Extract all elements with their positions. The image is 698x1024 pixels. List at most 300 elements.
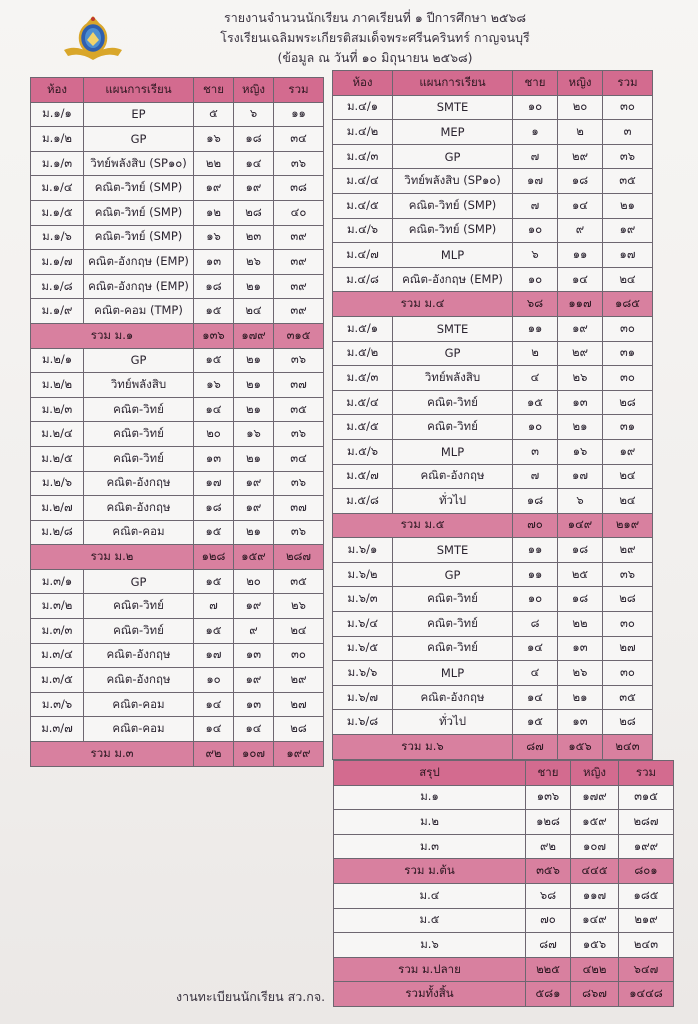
total-cell: ๓๙ <box>274 274 324 299</box>
male-cell: ๕ <box>194 102 234 127</box>
subtotal-row <box>333 292 653 317</box>
summary-total-row <box>334 982 674 1007</box>
female-cell: ๒๖ <box>558 661 603 686</box>
female-cell: ๒๑ <box>234 348 274 373</box>
room-cell: ม.๕/๓ <box>333 366 393 391</box>
program-cell: คณิต-วิทย์ <box>393 612 513 637</box>
room-cell: ม.๒/๓ <box>31 397 84 422</box>
table-row <box>333 120 653 145</box>
total-cell: ๓๔ <box>274 446 324 471</box>
male-cell: ๑๐ <box>513 267 558 292</box>
male-cell: ๑๖ <box>194 127 234 152</box>
program-cell: MLP <box>393 661 513 686</box>
female-cell: ๙ <box>234 619 274 644</box>
female-cell: ๒๑ <box>234 446 274 471</box>
subtotal-row <box>333 513 653 538</box>
data-date: (ข้อมูล ณ วันที่ ๑๐ มิถุนายน ๒๕๖๘) <box>277 50 473 65</box>
program-cell: คณิต-วิทย์ <box>84 594 194 619</box>
male-cell: ๗ <box>513 464 558 489</box>
female-cell: ๒๔ <box>234 299 274 324</box>
female-cell: ๑๗๙ <box>234 323 274 348</box>
female-cell: ๑๘ <box>558 538 603 563</box>
room-cell: ม.๖/๖ <box>333 661 393 686</box>
male-cell: ๑๐ <box>513 95 558 120</box>
male-cell: ๑๐ <box>513 587 558 612</box>
female-cell: ๑๙ <box>234 594 274 619</box>
total-cell: ๓๕ <box>603 685 653 710</box>
male-cell: ๑๒ <box>194 200 234 225</box>
female-cell: ๙ <box>558 218 603 243</box>
female-cell: ๑๔ <box>234 151 274 176</box>
male-cell: ๑๗ <box>194 643 234 668</box>
male-cell: ๑๖ <box>194 373 234 398</box>
total-cell: ๒๙ <box>274 668 324 693</box>
total-cell: ๒๑๙ <box>603 513 653 538</box>
room-cell: ม.๓/๑ <box>31 569 84 594</box>
female-cell: ๑๕๖ <box>571 933 619 958</box>
table-row <box>333 193 653 218</box>
total-cell: ๔๐ <box>274 200 324 225</box>
male-cell: ๑๐ <box>194 668 234 693</box>
male-cell: ๗๐ <box>526 908 571 933</box>
summary-label-cell: ม.๖ <box>334 933 526 958</box>
program-cell: SMTE <box>393 316 513 341</box>
total-cell: ๓๕ <box>274 569 324 594</box>
summary-label-cell: ม.๓ <box>334 834 526 859</box>
total-cell: ๑๘๕ <box>619 883 674 908</box>
left-enrollment-table <box>30 77 324 767</box>
total-cell: ๓๐ <box>603 366 653 391</box>
program-cell: ทั่วไป <box>393 489 513 514</box>
table-row <box>31 569 324 594</box>
table-row <box>333 366 653 391</box>
program-cell: GP <box>393 341 513 366</box>
total-cell: ๑๙๙ <box>274 742 324 767</box>
table-row <box>31 643 324 668</box>
female-cell: ๑๐๗ <box>234 742 274 767</box>
program-cell: คณิต-อังกฤษ <box>393 685 513 710</box>
female-cell: ๖ <box>234 102 274 127</box>
total-cell: ๑๑ <box>274 102 324 127</box>
program-cell: คณิต-วิทย์ (SMP) <box>84 225 194 250</box>
female-cell: ๑๗๙ <box>571 785 619 810</box>
male-cell: ๒๒ <box>194 151 234 176</box>
female-cell: ๑๔ <box>558 267 603 292</box>
room-cell: ม.๖/๓ <box>333 587 393 612</box>
female-cell: ๑๔๙ <box>558 513 603 538</box>
total-cell: ๓๙ <box>274 225 324 250</box>
room-cell: ม.๑/๗ <box>31 250 84 275</box>
room-cell: ม.๔/๖ <box>333 218 393 243</box>
female-cell: ๑๘ <box>558 587 603 612</box>
total-cell: ๓๙ <box>274 250 324 275</box>
room-cell: ม.๔/๑ <box>333 95 393 120</box>
total-cell: ๓๖ <box>603 562 653 587</box>
female-cell: ๑๔ <box>234 717 274 742</box>
total-cell: ๒๗ <box>603 636 653 661</box>
total-cell: ๒๔๓ <box>603 735 653 760</box>
total-cell: ๑๔๔๘ <box>619 982 674 1007</box>
program-cell: คณิต-คอม <box>84 717 194 742</box>
summary-row <box>334 908 674 933</box>
total-cell: ๓๙ <box>274 299 324 324</box>
female-cell: ๒๑ <box>234 520 274 545</box>
program-cell: คณิต-วิทย์ <box>393 390 513 415</box>
female-cell: ๒๑ <box>234 397 274 422</box>
col-room: ห้อง <box>333 71 393 96</box>
total-cell: ๓๖ <box>274 520 324 545</box>
room-cell: ม.๖/๘ <box>333 710 393 735</box>
program-cell: คณิต-คอม <box>84 692 194 717</box>
total-cell: ๓๑๕ <box>274 323 324 348</box>
summary-label-cell: ม.๒ <box>334 810 526 835</box>
male-cell: ๗๐ <box>513 513 558 538</box>
subtotal-label: รวม ม.๑ <box>31 323 194 348</box>
room-cell: ม.๔/๕ <box>333 193 393 218</box>
total-cell: ๖๔๗ <box>619 957 674 982</box>
subtotal-row <box>31 323 324 348</box>
male-cell: ๑๔ <box>194 717 234 742</box>
program-cell: ทั่วไป <box>393 710 513 735</box>
summary-label-cell: ม.๔ <box>334 883 526 908</box>
table-row <box>31 299 324 324</box>
room-cell: ม.๓/๗ <box>31 717 84 742</box>
col-program: แผนการเรียน <box>393 71 513 96</box>
room-cell: ม.๓/๕ <box>31 668 84 693</box>
female-cell: ๑๙ <box>234 668 274 693</box>
subtotal-label: รวม ม.๓ <box>31 742 194 767</box>
female-cell: ๑๙ <box>234 496 274 521</box>
summary-label-cell: รวม ม.ต้น <box>334 859 526 884</box>
male-cell: ๖ <box>513 243 558 268</box>
male-cell: ๑๓๖ <box>526 785 571 810</box>
total-cell: ๒๘ <box>603 587 653 612</box>
total-cell: ๒๘ <box>603 710 653 735</box>
male-cell: ๖๘ <box>526 883 571 908</box>
male-cell: ๑ <box>513 120 558 145</box>
female-cell: ๔๒๒ <box>571 957 619 982</box>
female-cell: ๑๖ <box>558 439 603 464</box>
female-cell: ๒๑ <box>558 415 603 440</box>
female-cell: ๑๗ <box>558 464 603 489</box>
total-cell: ๓๖ <box>274 348 324 373</box>
program-cell: EP <box>84 102 194 127</box>
female-cell: ๘๖๗ <box>571 982 619 1007</box>
program-cell: คณิต-คอม (TMP) <box>84 299 194 324</box>
room-cell: ม.๕/๘ <box>333 489 393 514</box>
room-cell: ม.๕/๕ <box>333 415 393 440</box>
table-row <box>333 661 653 686</box>
male-cell: ๙๒ <box>194 742 234 767</box>
male-cell: ๒๐ <box>194 422 234 447</box>
col-male: ชาย <box>194 78 234 103</box>
room-cell: ม.๖/๕ <box>333 636 393 661</box>
male-cell: ๑๕ <box>194 348 234 373</box>
table-header-row <box>31 78 324 103</box>
male-cell: ๗ <box>194 594 234 619</box>
room-cell: ม.๕/๒ <box>333 341 393 366</box>
program-cell: GP <box>84 348 194 373</box>
room-cell: ม.๕/๗ <box>333 464 393 489</box>
total-cell: ๓ <box>603 120 653 145</box>
program-cell: คณิต-คอม <box>84 520 194 545</box>
female-cell: ๖ <box>558 489 603 514</box>
table-row <box>333 243 653 268</box>
school-name: โรงเรียนเฉลิมพระเกียรติสมเด็จพระศรีนครินทร์ กาญจนบุรี <box>220 30 530 45</box>
table-row <box>333 538 653 563</box>
program-cell: คณิต-วิทย์ <box>84 446 194 471</box>
table-row <box>31 348 324 373</box>
total-cell: ๓๘ <box>274 176 324 201</box>
table-row <box>333 464 653 489</box>
program-cell: คณิต-วิทย์ <box>393 636 513 661</box>
table-row <box>31 668 324 693</box>
program-cell: วิทย์พลังสิบ <box>84 373 194 398</box>
total-cell: ๑๘๕ <box>603 292 653 317</box>
total-cell: ๒๔ <box>274 619 324 644</box>
col-total: รวม <box>603 71 653 96</box>
table-row <box>31 250 324 275</box>
room-cell: ม.๑/๔ <box>31 176 84 201</box>
program-cell: คณิต-วิทย์ (SMP) <box>393 193 513 218</box>
total-cell: ๒๑ <box>603 193 653 218</box>
table-row <box>31 446 324 471</box>
table-row <box>31 127 324 152</box>
male-cell: ๑๔ <box>513 685 558 710</box>
male-cell: ๗ <box>513 144 558 169</box>
male-cell: ๑๖ <box>194 225 234 250</box>
table-row <box>333 341 653 366</box>
program-cell: คณิต-อังกฤษ <box>84 471 194 496</box>
total-cell: ๒๔ <box>603 489 653 514</box>
total-cell: ๒๘ <box>603 390 653 415</box>
total-cell: ๑๗ <box>603 243 653 268</box>
table-row <box>333 316 653 341</box>
program-cell: คณิต-วิทย์ (SMP) <box>84 176 194 201</box>
female-cell: ๒๐ <box>234 569 274 594</box>
table-row <box>333 95 653 120</box>
summary-label-cell: ม.๑ <box>334 785 526 810</box>
female-cell: ๔๔๕ <box>571 859 619 884</box>
total-cell: ๓๐ <box>603 661 653 686</box>
male-cell: ๑๓๖ <box>194 323 234 348</box>
program-cell: คณิต-อังกฤษ <box>84 496 194 521</box>
total-cell: ๑๙ <box>603 218 653 243</box>
male-cell: ๑๘ <box>194 274 234 299</box>
footer-note: งานทะเบียนนักเรียน สว.กจ. <box>176 989 326 1004</box>
room-cell: ม.๒/๕ <box>31 446 84 471</box>
total-cell: ๓๖ <box>274 471 324 496</box>
total-cell: ๓๑ <box>603 341 653 366</box>
female-cell: ๑๓ <box>234 643 274 668</box>
female-cell: ๒๑ <box>234 274 274 299</box>
summary-col-label: สรุป <box>334 761 526 786</box>
female-cell: ๒๘ <box>234 200 274 225</box>
total-cell: ๓๐ <box>274 643 324 668</box>
female-cell: ๑๓ <box>558 710 603 735</box>
male-cell: ๔ <box>513 661 558 686</box>
table-row <box>333 685 653 710</box>
table-row <box>333 390 653 415</box>
program-cell: คณิต-อังกฤษ (EMP) <box>84 250 194 275</box>
total-cell: ๓๖ <box>274 422 324 447</box>
male-cell: ๑๓ <box>194 446 234 471</box>
female-cell: ๒๐ <box>558 95 603 120</box>
subtotal-row <box>31 545 324 570</box>
room-cell: ม.๔/๒ <box>333 120 393 145</box>
room-cell: ม.๕/๑ <box>333 316 393 341</box>
male-cell: ๑๑ <box>513 538 558 563</box>
total-cell: ๒๙ <box>603 538 653 563</box>
male-cell: ๑๕ <box>194 569 234 594</box>
female-cell: ๒๒ <box>558 612 603 637</box>
male-cell: ๑๙ <box>194 176 234 201</box>
female-cell: ๑๓ <box>558 390 603 415</box>
female-cell: ๒๙ <box>558 341 603 366</box>
program-cell: คณิต-วิทย์ <box>393 587 513 612</box>
room-cell: ม.๖/๗ <box>333 685 393 710</box>
summary-row <box>334 933 674 958</box>
male-cell: ๑๗ <box>513 169 558 194</box>
room-cell: ม.๕/๖ <box>333 439 393 464</box>
room-cell: ม.๔/๔ <box>333 169 393 194</box>
program-cell: วิทย์พลังสิบ <box>393 366 513 391</box>
male-cell: ๓ <box>513 439 558 464</box>
total-cell: ๓๔ <box>274 127 324 152</box>
female-cell: ๑๖ <box>234 422 274 447</box>
table-row <box>333 439 653 464</box>
program-cell: คณิต-วิทย์ (SMP) <box>84 200 194 225</box>
room-cell: ม.๒/๖ <box>31 471 84 496</box>
male-cell: ๑๕ <box>513 710 558 735</box>
male-cell: ๙๒ <box>526 834 571 859</box>
table-row <box>31 102 324 127</box>
male-cell: ๑๗ <box>194 471 234 496</box>
room-cell: ม.๑/๑ <box>31 102 84 127</box>
table-row <box>333 489 653 514</box>
summary-total-row <box>334 859 674 884</box>
female-cell: ๑๑๗ <box>571 883 619 908</box>
male-cell: ๒ <box>513 341 558 366</box>
program-cell: GP <box>393 144 513 169</box>
col-female: หญิง <box>234 78 274 103</box>
subtotal-label: รวม ม.๔ <box>333 292 513 317</box>
female-cell: ๑๘ <box>558 169 603 194</box>
total-cell: ๓๐ <box>603 316 653 341</box>
male-cell: ๑๐ <box>513 415 558 440</box>
table-row <box>333 218 653 243</box>
total-cell: ๓๖ <box>603 144 653 169</box>
room-cell: ม.๑/๖ <box>31 225 84 250</box>
total-cell: ๘๐๑ <box>619 859 674 884</box>
report-header <box>140 8 610 68</box>
summary-table <box>333 760 674 1007</box>
total-cell: ๓๗ <box>274 373 324 398</box>
program-cell: คณิต-อังกฤษ (EMP) <box>393 267 513 292</box>
program-cell: คณิต-วิทย์ <box>84 619 194 644</box>
female-cell: ๑๔ <box>558 193 603 218</box>
summary-total-row <box>334 957 674 982</box>
female-cell: ๑๓ <box>234 692 274 717</box>
room-cell: ม.๒/๗ <box>31 496 84 521</box>
male-cell: ๑๑ <box>513 562 558 587</box>
room-cell: ม.๒/๘ <box>31 520 84 545</box>
table-row <box>333 636 653 661</box>
total-cell: ๓๖ <box>274 151 324 176</box>
male-cell: ๖๘ <box>513 292 558 317</box>
female-cell: ๑๕๙ <box>234 545 274 570</box>
table-row <box>31 200 324 225</box>
subtotal-label: รวม ม.๕ <box>333 513 513 538</box>
total-cell: ๒๔ <box>603 464 653 489</box>
male-cell: ๑๕ <box>513 390 558 415</box>
room-cell: ม.๑/๒ <box>31 127 84 152</box>
female-cell: ๑๑๗ <box>558 292 603 317</box>
female-cell: ๑๑ <box>558 243 603 268</box>
male-cell: ๑๘ <box>194 496 234 521</box>
male-cell: ๒๒๕ <box>526 957 571 982</box>
program-cell: คณิต-วิทย์ (SMP) <box>393 218 513 243</box>
summary-row <box>334 834 674 859</box>
male-cell: ๑๕ <box>194 619 234 644</box>
summary-label-cell: ม.๕ <box>334 908 526 933</box>
total-cell: ๒๘๗ <box>619 810 674 835</box>
male-cell: ๑๓ <box>194 250 234 275</box>
total-cell: ๓๗ <box>274 496 324 521</box>
female-cell: ๒ <box>558 120 603 145</box>
report-title: รายงานจำนวนนักเรียน ภาคเรียนที่ ๑ ปีการศึกษา ๒๕๖๘ <box>224 10 526 25</box>
table-row <box>333 562 653 587</box>
table-row <box>31 422 324 447</box>
table-row <box>31 397 324 422</box>
table-row <box>333 587 653 612</box>
room-cell: ม.๑/๕ <box>31 200 84 225</box>
total-cell: ๒๑๙ <box>619 908 674 933</box>
room-cell: ม.๖/๔ <box>333 612 393 637</box>
female-cell: ๑๙ <box>234 471 274 496</box>
room-cell: ม.๓/๔ <box>31 643 84 668</box>
total-cell: ๓๐ <box>603 95 653 120</box>
male-cell: ๑๔ <box>513 636 558 661</box>
program-cell: คณิต-อังกฤษ <box>393 464 513 489</box>
table-row <box>31 717 324 742</box>
summary-header-row <box>334 761 674 786</box>
table-row <box>333 144 653 169</box>
female-cell: ๑๓ <box>558 636 603 661</box>
female-cell: ๑๕๙ <box>571 810 619 835</box>
program-cell: GP <box>84 127 194 152</box>
male-cell: ๔ <box>513 366 558 391</box>
program-cell: คณิต-วิทย์ <box>393 415 513 440</box>
table-row <box>31 274 324 299</box>
total-cell: ๒๔๓ <box>619 933 674 958</box>
room-cell: ม.๓/๖ <box>31 692 84 717</box>
room-cell: ม.๔/๗ <box>333 243 393 268</box>
total-cell: ๓๐ <box>603 612 653 637</box>
subtotal-row <box>31 742 324 767</box>
table-row <box>333 267 653 292</box>
total-cell: ๓๑ <box>603 415 653 440</box>
male-cell: ๘๗ <box>526 933 571 958</box>
program-cell: SMTE <box>393 95 513 120</box>
total-cell: ๓๕ <box>274 397 324 422</box>
summary-col-female: หญิง <box>571 761 619 786</box>
female-cell: ๒๖ <box>558 366 603 391</box>
col-male: ชาย <box>513 71 558 96</box>
table-row <box>31 151 324 176</box>
table-row <box>31 176 324 201</box>
room-cell: ม.๑/๙ <box>31 299 84 324</box>
